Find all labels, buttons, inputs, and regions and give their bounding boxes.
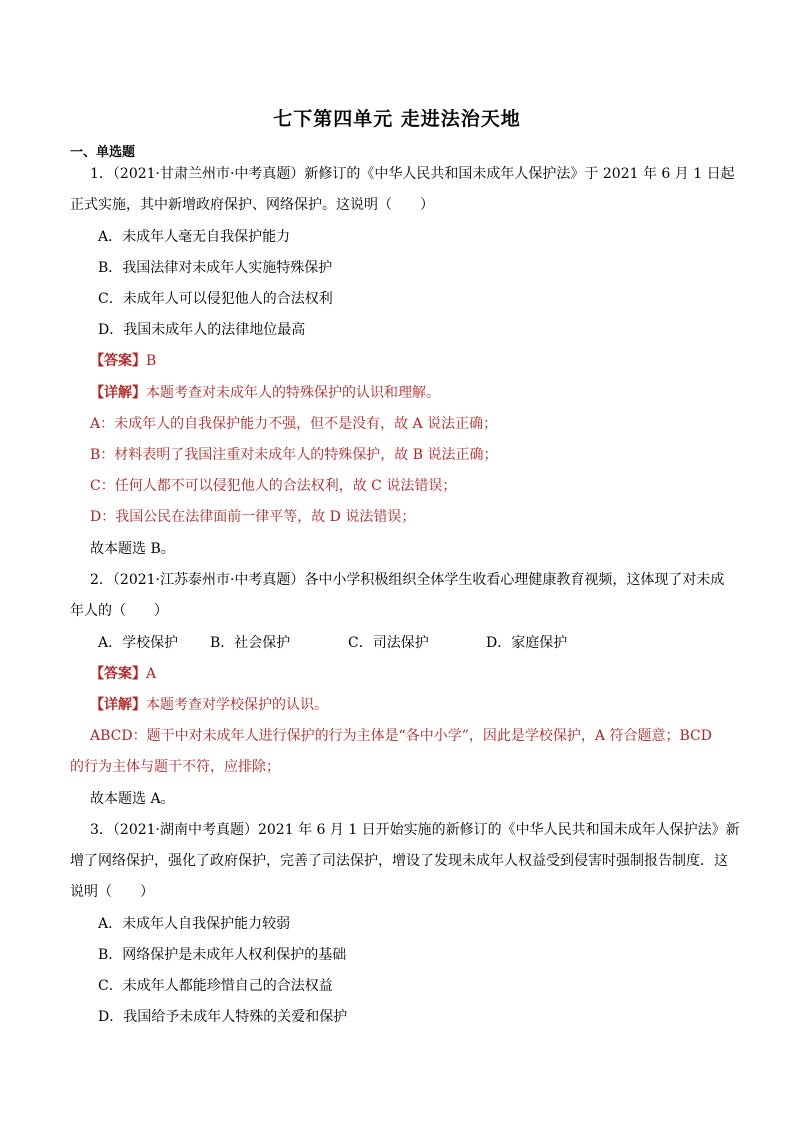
q1-detail bbox=[90, 384, 440, 402]
q1-option-c: C．未成年人可以侵犯他人的合法权利 bbox=[98, 291, 333, 307]
answer-tag: 【答案】 bbox=[90, 353, 146, 369]
q3-stem-line2: 增了网络保护，强化了政府保护，完善了司法保护，增设了发现未成年人权益受到侵害时强制报告制度．这 bbox=[70, 853, 728, 869]
q2-option-a: A．学校保护 bbox=[98, 635, 179, 651]
detail-text: 本题考查对学校保护的认识。 bbox=[146, 697, 328, 713]
q1-analysis-d: D：我国公民在法律面前一律平等，故 D 说法错误； bbox=[90, 509, 416, 525]
q1-analysis-a: A：未成年人的自我保护能力不强，但不是没有，故 A 说法正确； bbox=[90, 416, 498, 432]
q2-stem-line2: 年人的（ ） bbox=[70, 603, 168, 619]
q2-analysis-line2: 的行为主体与题干不符，应排除； bbox=[70, 759, 280, 775]
q3-option-b: B．网络保护是未成年人权利保护的基础 bbox=[98, 947, 347, 963]
q2-option-d: D．家庭保护 bbox=[486, 635, 568, 651]
q1-stem-line1: 1．（2021·甘肃兰州市·中考真题）新修订的《中华人民共和国未成年人保护法》于 2021 年 6 月 1 日起 bbox=[90, 166, 735, 182]
detail-text: 本题考查对未成年人的特殊保护的认识和理解。 bbox=[146, 385, 440, 401]
q3-stem-line3: 说明（ ） bbox=[70, 884, 154, 900]
section-heading: 一、单选题 bbox=[70, 145, 136, 160]
q1-stem-line2: 正式实施，其中新增政府保护、网络保护。这说明（ ） bbox=[70, 197, 434, 213]
q2-analysis-line1: ABCD：题干中对未成年人进行保护的行为主体是“各中小学”，因此是学校保护，A 符合题意；BCD bbox=[90, 728, 712, 744]
q3-option-a: A．未成年人自我保护能力较弱 bbox=[98, 916, 291, 932]
q2-stem-line1: 2．（2021·江苏泰州市·中考真题）各中小学积极组织全体学生收看心理健康教育视频，这体现了对未成 bbox=[90, 572, 725, 588]
q1-conclusion: 故本题选 B。 bbox=[90, 541, 175, 557]
q2-option-b: B．社会保护 bbox=[210, 635, 291, 651]
q1-option-d: D．我国未成年人的法律地位最高 bbox=[98, 322, 306, 338]
q1-analysis-b: B：材料表明了我国注重对未成年人的特殊保护，故 B 说法正确； bbox=[90, 447, 498, 463]
q3-option-d: D．我国给予未成年人特殊的关爱和保护 bbox=[98, 1009, 348, 1025]
page-title: 七下第四单元 走进法治天地 bbox=[273, 108, 521, 130]
q1-answer bbox=[90, 352, 156, 370]
q2-answer bbox=[90, 665, 156, 683]
q3-stem-line1: 3．（2021·湖南中考真题）2021 年 6 月 1 日开始实施的新修订的《中华人民共和国未成年人保护法》新 bbox=[90, 822, 740, 838]
q2-conclusion: 故本题选 A。 bbox=[90, 791, 175, 807]
detail-tag: 【详解】 bbox=[90, 385, 146, 401]
q2-option-c: C．司法保护 bbox=[348, 635, 429, 651]
q2-detail bbox=[90, 696, 328, 714]
answer-value: B bbox=[146, 353, 157, 369]
q1-analysis-c: C：任何人都不可以侵犯他人的合法权利，故 C 说法错误； bbox=[90, 478, 457, 494]
answer-value: A bbox=[146, 666, 157, 682]
answer-tag: 【答案】 bbox=[90, 666, 146, 682]
detail-tag: 【详解】 bbox=[90, 697, 146, 713]
q1-option-b: B．我国法律对未成年人实施特殊保护 bbox=[98, 260, 333, 276]
q1-option-a: A．未成年人毫无自我保护能力 bbox=[98, 229, 291, 245]
q3-option-c: C．未成年人都能珍惜自己的合法权益 bbox=[98, 978, 333, 994]
